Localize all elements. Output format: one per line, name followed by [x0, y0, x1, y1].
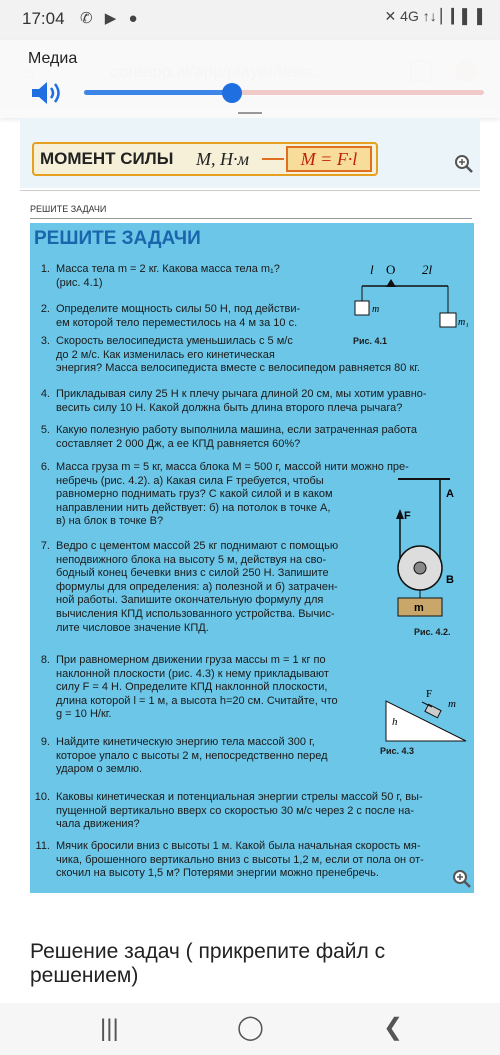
task-number: 8.	[40, 654, 50, 666]
divider	[20, 190, 480, 191]
recent-apps-button[interactable]: |||	[100, 1015, 119, 1042]
nav-bar	[0, 1003, 500, 1055]
task-line: (рис. 4.1)	[56, 276, 103, 289]
task-line: Каковы кинетическая и потенциальная энергии стрелы массой 50 г, вы-	[56, 791, 423, 803]
back-button[interactable]: ❮	[383, 1014, 404, 1041]
task-line: g = 10 Н/кг.	[56, 708, 112, 721]
fig43-caption: Рис. 4.3	[380, 746, 415, 756]
fig41-label-m1: m₁	[458, 317, 469, 328]
fig42-label-m: m	[414, 602, 424, 614]
task-line: Скорость велосипедиста уменьшилась с 5 м/с	[56, 335, 293, 347]
task-line: составляет 2 000 Дж, а ее КПД равняется 60%?	[56, 437, 301, 450]
fig42-label-a: A	[446, 488, 454, 500]
task-number: 1.	[40, 263, 50, 275]
assignment-heading: Решение задач ( прикрепите файл с решением)	[30, 940, 386, 987]
task-line: наклонной плоскости (рис. 4.3) к нему прикладывают	[56, 667, 329, 680]
task-number: 2.	[40, 303, 50, 315]
volume-thumb[interactable]	[222, 83, 242, 103]
zoom-in-icon[interactable]	[452, 869, 472, 889]
formula-card	[20, 118, 480, 188]
signal-icons: ✕ 4G ↑↓ ▏▎▌▐	[384, 8, 482, 24]
fig41-label-o: O	[386, 262, 396, 277]
task-number: 4.	[40, 388, 50, 400]
task-line: чала движения?	[56, 818, 140, 831]
arrow-icon	[262, 158, 284, 160]
volume-slider[interactable]	[84, 90, 484, 95]
task-line: формулы для определения: а) полезной и б) затрачен-	[56, 580, 338, 593]
task-line: Мячик бросили вниз с высоты 1 м. Какой была начальная скорость мя-	[56, 840, 421, 852]
media-title: Медиа	[28, 50, 78, 67]
task-text	[56, 263, 356, 290]
task-line: силу F = 4 Н. Определите КПД наклонной плоскости,	[56, 681, 328, 694]
task-text	[56, 736, 366, 777]
task-line: скочил на высоту 1,5 м? Потерями энергии можно пренебречь.	[56, 867, 379, 880]
fig43-label-f: F	[426, 688, 433, 700]
task-line: пущенной вертикально вверх со скоростью 30 м/с через 2 с после на-	[56, 804, 414, 817]
task-line: весить силу 10 Н. Какой должна быть длина второго плеча рычага?	[56, 401, 403, 414]
tasks-box	[30, 223, 474, 893]
task-number: 6.	[40, 461, 50, 473]
task-number: 9.	[40, 736, 50, 748]
task-number: 5.	[40, 424, 50, 436]
notification-icons: ✆ ▶ ●	[80, 10, 142, 27]
task-line: которое упало с высоты 2 м, непосредственно перед	[56, 749, 328, 762]
status-bar	[0, 0, 500, 40]
home-button[interactable]: ◯	[237, 1014, 264, 1041]
drag-handle	[238, 112, 262, 114]
task-line: чика, брошенного вертикально вниз с высоты 1,2 м, если от пола он от-	[56, 853, 424, 866]
task-line: бодный конец бечевки вниз с силой 250 Н. Запишите	[56, 567, 329, 580]
speaker-icon[interactable]	[30, 80, 66, 106]
tasks-title: РЕШИТЕ ЗАДАЧИ	[34, 228, 201, 249]
task-line: неподвижного блока на высоту 5 м, действуя на сво-	[56, 553, 327, 566]
task-line: При равномерном движении груза массы m = 1 кг по	[56, 654, 326, 666]
figure-4-3	[382, 683, 472, 745]
task-text	[56, 424, 466, 451]
task-line: направлении нить действует: б) на потолок в точке A,	[56, 501, 331, 514]
fig42-label-b: B	[446, 574, 454, 586]
task-line: Масса груза m = 5 кг, масса блока M = 500 г, массой нити можно пре-	[56, 461, 409, 473]
task-text	[56, 388, 466, 415]
formula-box	[32, 142, 378, 176]
fig41-label-2l: 2l	[422, 262, 433, 277]
fig42-caption: Рис. 4.2.	[414, 627, 451, 637]
task-line: ударом о землю.	[56, 763, 143, 776]
media-panel	[0, 40, 500, 118]
task-line: в) на блок в точке B?	[56, 515, 164, 528]
task-number: 3.	[40, 335, 50, 347]
fig43-label-h: h	[392, 716, 398, 728]
fig43-label-m: m	[448, 698, 456, 710]
formula-expression: M = F·l	[286, 146, 372, 172]
task-line: Прикладывая силу 25 Н к плечу рычага длиной 20 см, мы хотим уравно-	[56, 388, 427, 400]
formula-label: МОМЕНТ СИЛЫ	[40, 149, 174, 168]
fig41-label-m: m	[372, 304, 380, 315]
fig41-caption: Рис. 4.1	[353, 336, 388, 346]
task-line: небречь (рис. 4.2). а) Какая сила F требуется, чтобы	[56, 474, 324, 487]
fig42-label-f: F	[404, 510, 411, 522]
task-line: Масса тела m = 2 кг. Какова масса тела m₁?	[56, 263, 280, 275]
task-line: лите числовое значение КПД.	[56, 621, 209, 634]
fig41-label-l: l	[370, 262, 374, 277]
task-line: длина которой l = 1 м, а высота h=20 см. Считайте, что	[56, 694, 338, 707]
volume-fill	[84, 90, 232, 95]
task-number: 10.	[34, 791, 50, 803]
status-time: 17:04	[22, 9, 65, 28]
formula-units: M, Н·м	[196, 149, 249, 169]
task-line: равномерно поднимать груз? С какой силой и в каком	[56, 488, 333, 501]
section-label: РЕШИТЕ ЗАДАЧИ	[30, 204, 107, 214]
task-line: Какую полезную работу выполнила машина, если затраченная работа	[56, 424, 417, 436]
task-line: энергия? Масса велосипедиста вместе с велосипедом равняется 80 кг.	[56, 362, 420, 375]
task-text	[56, 840, 466, 881]
task-number: 11.	[35, 840, 50, 852]
task-number: 7.	[40, 540, 50, 552]
task-line: до 2 м/с. Как изменилась его кинетическая	[56, 348, 275, 361]
task-line: ем которой тело переместилось на 4 м за 10 с.	[56, 316, 298, 329]
task-text	[56, 654, 366, 722]
task-line: Ведро с цементом массой 25 кг поднимают с помощью	[56, 540, 339, 552]
task-line: Найдите кинетическую энергию тела массой 300 г,	[56, 736, 315, 748]
figure-4-1	[348, 261, 470, 339]
task-text	[56, 540, 366, 635]
task-line: Определите мощность силы 50 Н, под действи-	[56, 303, 301, 315]
divider	[30, 218, 472, 219]
task-line: вычисления КПД использованного устройства. Вычис-	[56, 607, 335, 620]
task-text	[56, 791, 466, 832]
figure-4-2	[378, 473, 468, 623]
task-text	[56, 303, 356, 330]
task-line: ной работы. Запишите окончательную формулу для	[56, 594, 324, 607]
zoom-in-icon[interactable]	[454, 154, 474, 174]
